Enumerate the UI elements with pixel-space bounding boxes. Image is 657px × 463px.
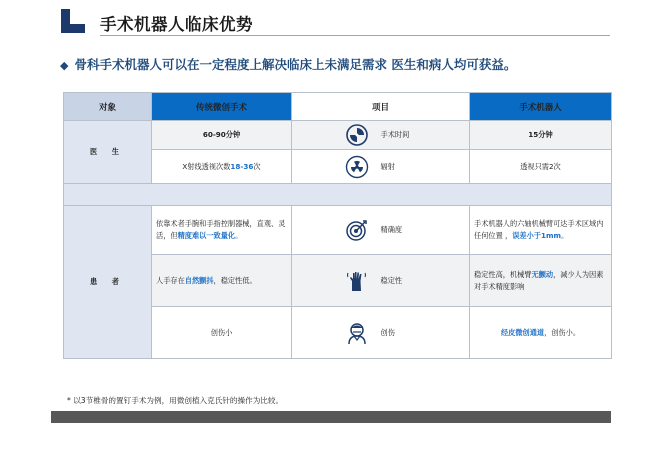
group-patient: 患 者	[64, 206, 152, 359]
subtitle	[60, 55, 516, 73]
page-title: 手术机器人临床优势	[100, 15, 253, 34]
doctor-time-item	[292, 121, 470, 150]
header-robot: 手术机器人	[470, 93, 612, 121]
text-segment: 稳定性高，机械臂	[474, 269, 532, 279]
doctor-time-traditional: 60-90分钟	[152, 121, 292, 150]
text-segment: 依靠术者手腕和手指控制器械，直观、灵活，但	[156, 219, 286, 240]
group-doctor: 医 生	[64, 121, 152, 184]
target-icon	[345, 218, 369, 242]
section-divider	[64, 184, 612, 206]
patient-precision-robot	[470, 206, 612, 255]
highlight-text: 精度难以一致量化	[177, 231, 236, 240]
patient-trauma-traditional: 创伤小	[152, 307, 292, 359]
patient-stability-traditional	[152, 255, 292, 307]
highlight-text: 经皮微创通道	[500, 327, 545, 337]
text-segment: ，创伤小。	[544, 327, 581, 337]
text-segment: X射线透视次数	[182, 161, 231, 171]
patient-stability-robot	[470, 255, 612, 307]
logo	[61, 9, 85, 33]
doctor-radiation-robot: 透视只需2次	[470, 150, 612, 184]
footnote: * 以3节椎骨的置钉手术为例，用微创植入克氏针的操作为比较。	[67, 396, 284, 405]
highlight-text: 无颤动	[531, 269, 554, 279]
header-item: 项目	[292, 93, 470, 121]
clock-icon	[345, 123, 369, 147]
doctor-radiation-item	[292, 150, 470, 184]
patient-trauma-robot	[470, 307, 612, 359]
highlight-text: 自然颤抖	[184, 275, 214, 285]
table-row	[64, 121, 612, 150]
doctor-radiation-traditional	[152, 150, 292, 184]
item-label: 创伤	[380, 327, 395, 337]
item-label: 精确度	[380, 225, 403, 234]
table-header-row	[64, 93, 612, 121]
gloved-hand-icon	[345, 269, 369, 293]
subtitle-text: 骨科手术机器人可以在一定程度上解决临床上未满足需求 医生和病人均可获益。	[74, 57, 517, 72]
patient-precision-traditional	[152, 206, 292, 255]
doctor-time-robot: 15分钟	[470, 121, 612, 150]
title-underline	[100, 35, 610, 36]
diamond-bullet-icon: ◆	[60, 59, 69, 72]
text-segment: ，稳定性低。	[213, 275, 257, 285]
patient-precision-item	[292, 206, 470, 255]
highlight-text: 18-36	[230, 161, 254, 171]
table-row	[64, 206, 612, 255]
patient-icon	[345, 321, 369, 345]
bottom-bar	[51, 411, 611, 423]
radiation-icon	[345, 155, 369, 179]
comparison-table	[63, 92, 612, 359]
text-segment: 人手存在	[156, 275, 185, 285]
item-label: 辐射	[380, 161, 395, 171]
header-traditional: 传统微创手术	[152, 93, 292, 121]
text-segment: 次	[253, 161, 261, 171]
item-label: 手术时间	[380, 130, 410, 139]
text-segment: 。	[560, 231, 569, 240]
patient-trauma-item	[292, 307, 470, 359]
highlight-text: 误差小于1mm	[512, 231, 561, 240]
patient-stability-item	[292, 255, 470, 307]
divider-cell	[64, 184, 612, 206]
item-label: 稳定性	[380, 275, 403, 285]
text-segment: ，减少人为因素对手术精度影响	[474, 269, 604, 291]
text-segment: 手术机器人的六轴机械臂可达手术区域内任何位置 ，	[474, 219, 604, 240]
header-object: 对象	[64, 93, 152, 121]
text-segment: 。	[235, 231, 243, 240]
